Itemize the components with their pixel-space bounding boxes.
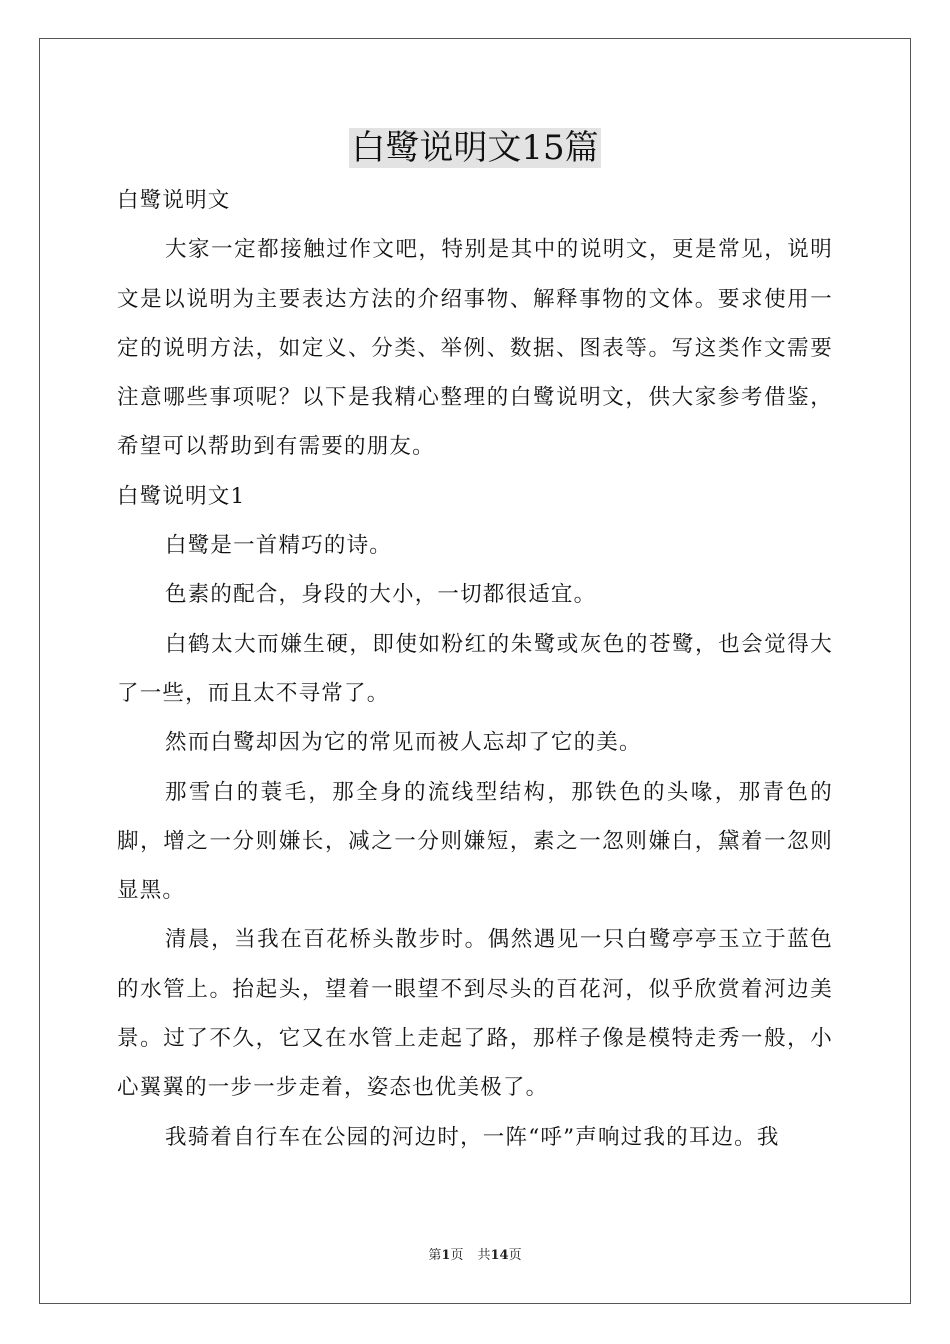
body-paragraph: 白鹤太大而嫌生硬，即使如粉红的朱鹭或灰色的苍鹭，也会觉得大了一些，而且太不寻常了。 bbox=[117, 631, 833, 706]
total-pages: 14 bbox=[490, 1248, 509, 1263]
page-suffix: 页 bbox=[450, 1248, 464, 1263]
body-paragraph: 白鹭是一首精巧的诗。 bbox=[165, 533, 393, 559]
body-paragraph: 那雪白的蓑毛，那全身的流线型结构，那铁色的头喙，那青色的脚，增之一分则嫌长，减之一分则嫌短，素之一忽则嫌白，黛着一忽则显黑。 bbox=[117, 779, 833, 904]
section-heading: 白鹭说明文1 bbox=[117, 483, 246, 509]
page-footer bbox=[0, 1247, 950, 1265]
document-title bbox=[0, 126, 950, 170]
document-heading: 白鹭说明文 bbox=[117, 188, 231, 213]
total-prefix: 共 bbox=[477, 1248, 491, 1263]
body-paragraph: 色素的配合，身段的大小，一切都很适宜。 bbox=[165, 582, 597, 608]
body-paragraph: 然而白鹭却因为它的常见而被人忘却了它的美。 bbox=[165, 730, 642, 756]
document-title-text: 白鹭说明文15篇 bbox=[351, 128, 599, 168]
document-body bbox=[117, 176, 833, 1162]
total-suffix: 页 bbox=[508, 1248, 522, 1263]
intro-paragraph: 大家一定都接触过作文吧，特别是其中的说明文，更是常见，说明文是以说明为主要表达方法的介绍事物、解释事物的文体。要求使用一定的说明方法，如定义、分类、举例、数据、图表等。写这类作文需要注意哪些事项呢？以下是我精心整理的白鹭说明文，供大家参考借鉴，希望可以帮助到有需要的朋友。 bbox=[117, 237, 833, 460]
page-number: 1 bbox=[441, 1248, 451, 1263]
body-paragraph: 清晨，当我在百花桥头散步时。偶然遇见一只白鹭亭亭玉立于蓝色的水管上。抬起头，望着一眼望不到尽头的百花河，似乎欣赏着河边美景。过了不久，它又在水管上走起了路，那样子像是模特走秀一般，小心翼翼的一步一步走着，姿态也优美极了。 bbox=[117, 927, 833, 1101]
body-paragraph: 我骑着自行车在公园的河边时，一阵“呼”声响过我的耳边。我 bbox=[165, 1124, 780, 1150]
page-prefix: 第 bbox=[428, 1248, 442, 1263]
